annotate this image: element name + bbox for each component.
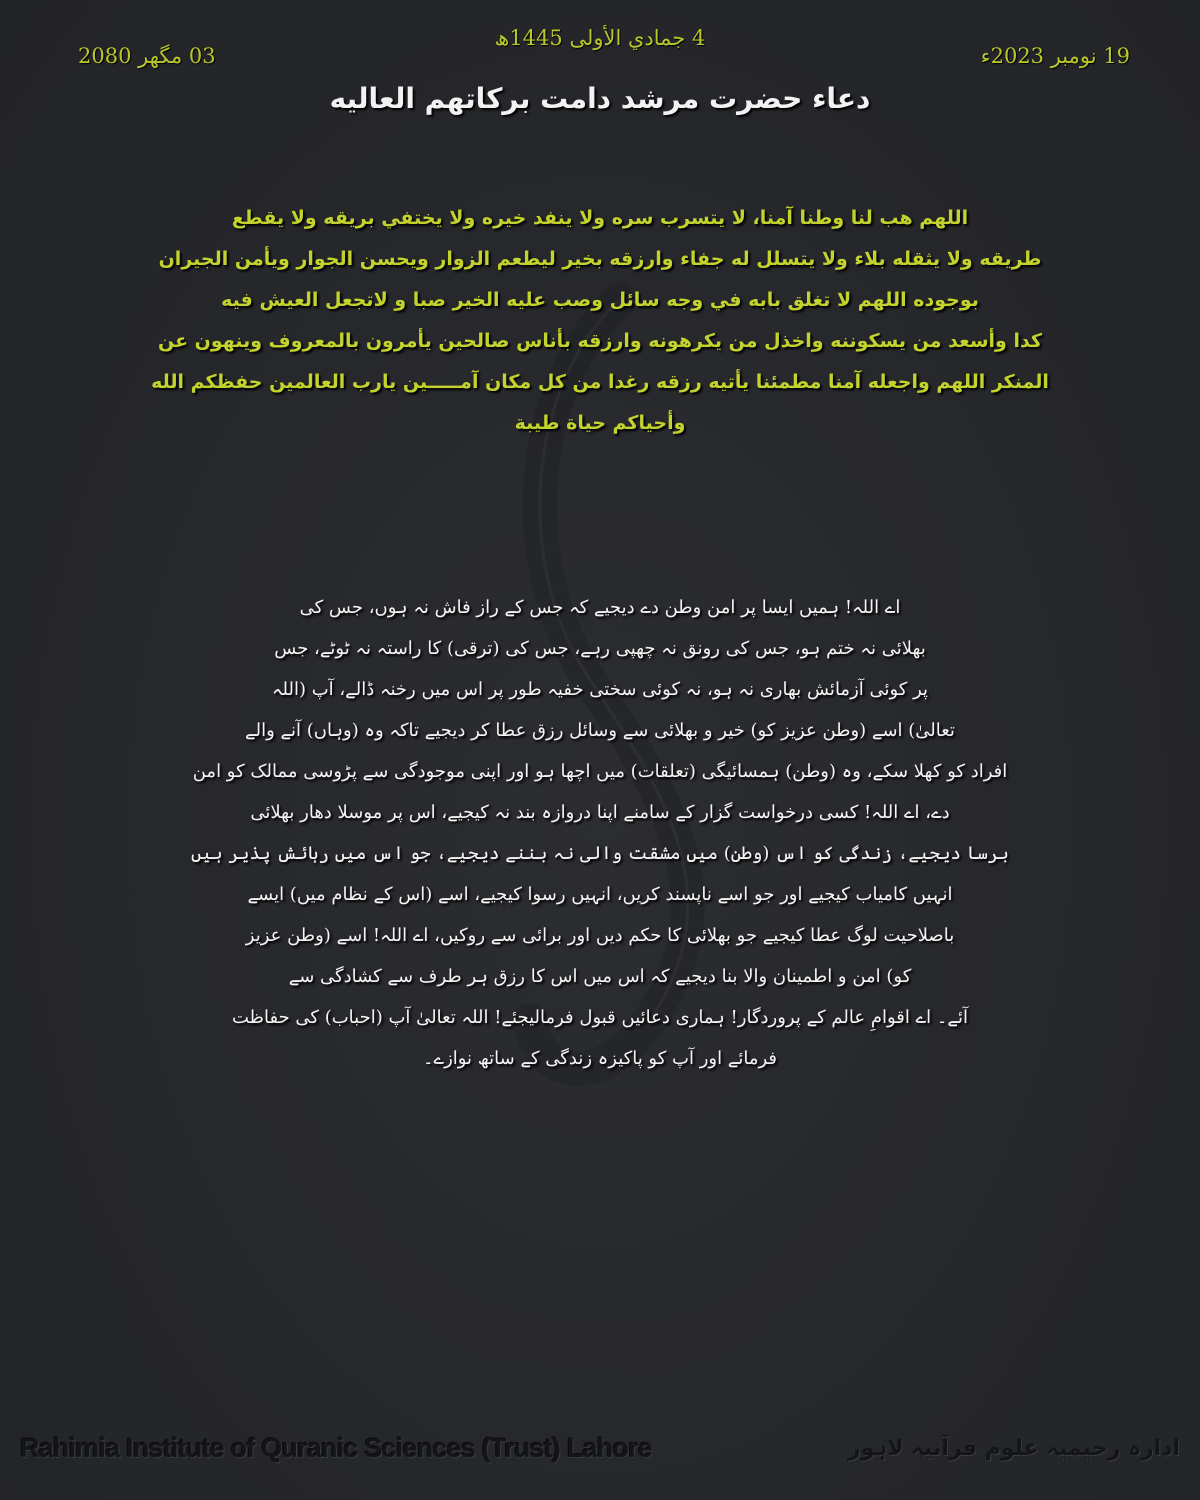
urdu-line: فرمائے اور آپ کو پاکیزہ زندگی کے ساتھ نوازے۔ [422, 1048, 778, 1069]
arabic-line: وأحياكم حياة طيبة [514, 412, 686, 434]
arabic-line: كدا وأسعد من يسكوننه واخذل من يكرهونه وارزقه بأناس صالحين يأمرون بالمعروف وينهون عن [157, 330, 1042, 352]
urdu-line: برسا دیجیے، زندگی کو اس (وطن) میں مشقت والی نہ بننے دیجیے، جو اس میں رہائش پذیر ہیں [191, 843, 1009, 864]
urdu-line: انہیں کامیاب کیجیے اور جو اسے ناپسند کریں، انہیں رسوا کیجیے، اسے (اس کے نظام میں) ایسے [247, 884, 953, 905]
urdu-line: آئے۔ اے اقوامِ عالم کے پروردگار! ہماری دعائیں قبول فرمالیجئے! اللہ تعالیٰ آپ (احباب) کی حفاظت [231, 1007, 968, 1028]
page-title: دعاء حضرت مرشد دامت برکاتهم العاليه [329, 82, 871, 115]
arabic-line: المنكر اللهم واجعله آمنا مطمئنا يأتيه رزقه رغدا من كل مكان آمـــــين يارب العالمين حفظكم الله [151, 371, 1049, 393]
urdu-line: بھلائی نہ ختم ہو، جس کی رونق نہ چھپی رہے، جس کی (ترقی) کا راستہ نہ ٹوٹے، جس [274, 638, 926, 659]
urdu-line: تعالیٰ) اسے (وطن عزیز کو) خیر و بھلائی سے وسائل رزق عطا کر دیجیے تاکہ وہ (وہاں) آنے والے [245, 720, 955, 741]
arabic-line: بوجوده اللهم لا تغلق بابه في وجه سائل وصب عليه الخير صبا و لاتجعل العيش فيه [221, 289, 979, 311]
urdu-line: باصلاحیت لوگ عطا کیجیے جو بھلائی کا حکم دیں اور برائی سے روکیں، اے اللہ! اسے (وطن عزیز [245, 925, 955, 946]
urdu-translation [130, 587, 1070, 1079]
urdu-line: دے، اے اللہ! کسی درخواست گزار کے سامنے اپنا دروازہ بند نہ کیجیے، اس پر موسلا دھار بھلائی [250, 802, 950, 823]
arabic-line: اللهم هب لنا وطنا آمنا، لا يتسرب سره ولا ينفد خيره ولا يختفي بريقه ولا يقطع [231, 207, 969, 229]
arabic-dua [80, 198, 1120, 444]
footer [20, 1418, 1180, 1478]
institute-logo-urdu: ادارہ رحیمیہ علوم قرآنیہ لاہور [847, 1435, 1180, 1461]
arabic-line: طريقه ولا يثقله بلاء ولا يتسلل له جفاء وارزقه بخير ليطعم الزوار ويحسن الجوار ويأمن الجيران [158, 248, 1042, 270]
gregorian-date: 19 نومبر 2023ء [980, 44, 1130, 68]
urdu-line: پر کوئی آزمائش بھاری نہ ہو، نہ کوئی سختی خفیہ طور پر اس میں رخنہ ڈالے، آپ (اللہ [271, 679, 929, 700]
urdu-line: افراد کو کھلا سکے، وہ (وطن) ہمسائیگی (تعلقات) میں اچھا ہو اور اپنی موجودگی سے پڑوسی ممالک کو امن [192, 761, 1008, 782]
urdu-line: کو) امن و اطمینان والا بنا دیجیے کہ اس میں اس کا رزق ہر طرف سے کشادگی سے [288, 966, 912, 987]
institute-name-english: Rahimia Institute of Quranic Sciences (Trust) Lahore [20, 1432, 653, 1463]
bikrami-date: 03 مگھر 2080 [78, 44, 216, 68]
hijri-date: 4 جمادي الأولى 1445ھ [494, 26, 706, 50]
urdu-line: اے اللہ! ہمیں ایسا پر امن وطن دے دیجیے کہ جس کے راز فاش نہ ہوں، جس کی [299, 597, 901, 618]
